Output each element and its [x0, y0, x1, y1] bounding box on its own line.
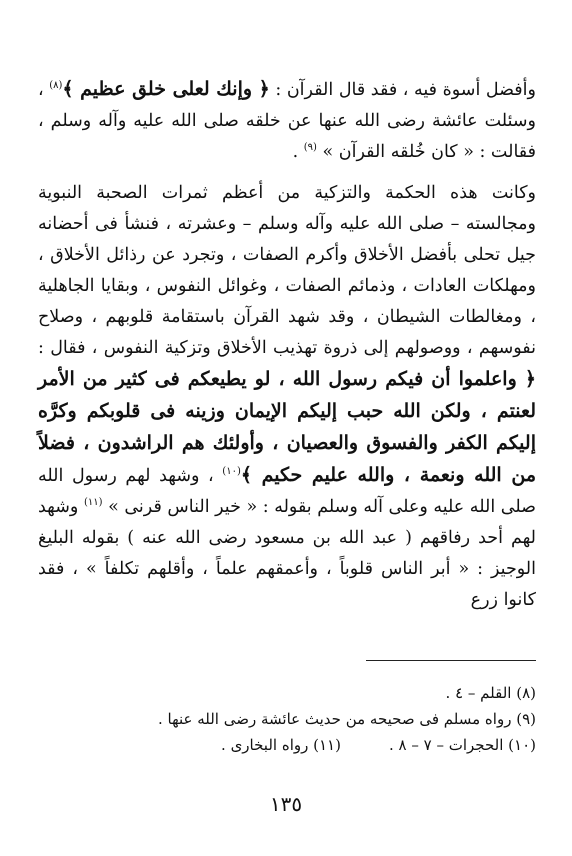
paragraph-1 — [38, 74, 536, 168]
text-run: وأفضل أسوة فيه ، فقد قال القرآن : — [269, 80, 536, 100]
quran-verse: ﴿ واعلموا أن فيكم رسول الله ، لو يطيعكم فى كثير من الأمر لعنتم ، ولكن الله حبب إليكم الإيمان وزينه فى قلوبكم وكرَّه إليكم الكفر والفسوق والعصيان ، وأولئك هم الراشدون ، فضلاً من الله ونعمة ، والله عليم حكيم ﴾ — [38, 368, 536, 486]
text-run: وشهد لهم أحد رفاقهم ( عبد الله بن مسعود رضى الله عنه ) بقوله البليغ الوجيز : « أبر الناس قلوباً ، وأعمقهم علماً ، وأقلهم تكلفاً » ، فقد كانوا زرع — [38, 497, 536, 610]
footnote-divider — [366, 660, 536, 661]
footnote-10: (١٠) الحجرات – ٧ – ٨ . — [388, 736, 536, 754]
footnotes — [40, 680, 536, 758]
quran-verse: ﴿ وإنك لعلى خلق عظيم ﴾ — [62, 78, 270, 100]
footnote-11: (١١) رواه البخارى . — [221, 736, 341, 754]
paragraph-2 — [38, 178, 536, 616]
footnote-8: (٨) القلم – ٤ . — [445, 684, 536, 702]
text-run: ، وشهد لهم رسول الله صلى الله عليه وعلى آله وسلم بقوله : « خير الناس قرنى » — [38, 466, 536, 517]
footnote-row — [40, 732, 536, 758]
page-body — [38, 74, 536, 616]
text-run: . — [292, 142, 304, 162]
footnote-ref: (١١) — [83, 497, 103, 509]
text-run: وكانت هذه الحكمة والتزكية من أعظم ثمرات الصحبة النبوية ومجالسته – صلى الله عليه وآله وسلم – وعشرته ، فنشأ فى أحضانه جيل تحلى بأفضل الأخلاق وأكرم الصفات ، وتجرد عن رذائل الأخلاق ، ومهلكات العادات ، وذمائم الصفات ، وغوائل النفوس ، وبقايا الجاهلية ، ومغالطات الشيطان ، وقد شهد القرآن باستقامة قلوبهم ، وصلاح نفوسهم ، ووصولهم إلى ذروة تهذيب الأخلاق وتزكية النفوس ، فقال : — [38, 183, 536, 358]
footnote-9: (٩) رواه مسلم فى صحيحه من حديث عائشة رضى الله عنها . — [157, 710, 536, 728]
footnote-ref: (١٠) — [222, 466, 241, 478]
page-number: ١٣٥ — [269, 792, 303, 816]
footnote-ref: (٩) — [303, 142, 317, 154]
text-run: ، وسئلت عائشة رضى الله عنها عن خلقه صلى الله عليه وآله وسلم ، فقالت : « كان خُلقه القرآن » — [38, 80, 536, 162]
footnote-ref: (٨) — [49, 80, 63, 92]
